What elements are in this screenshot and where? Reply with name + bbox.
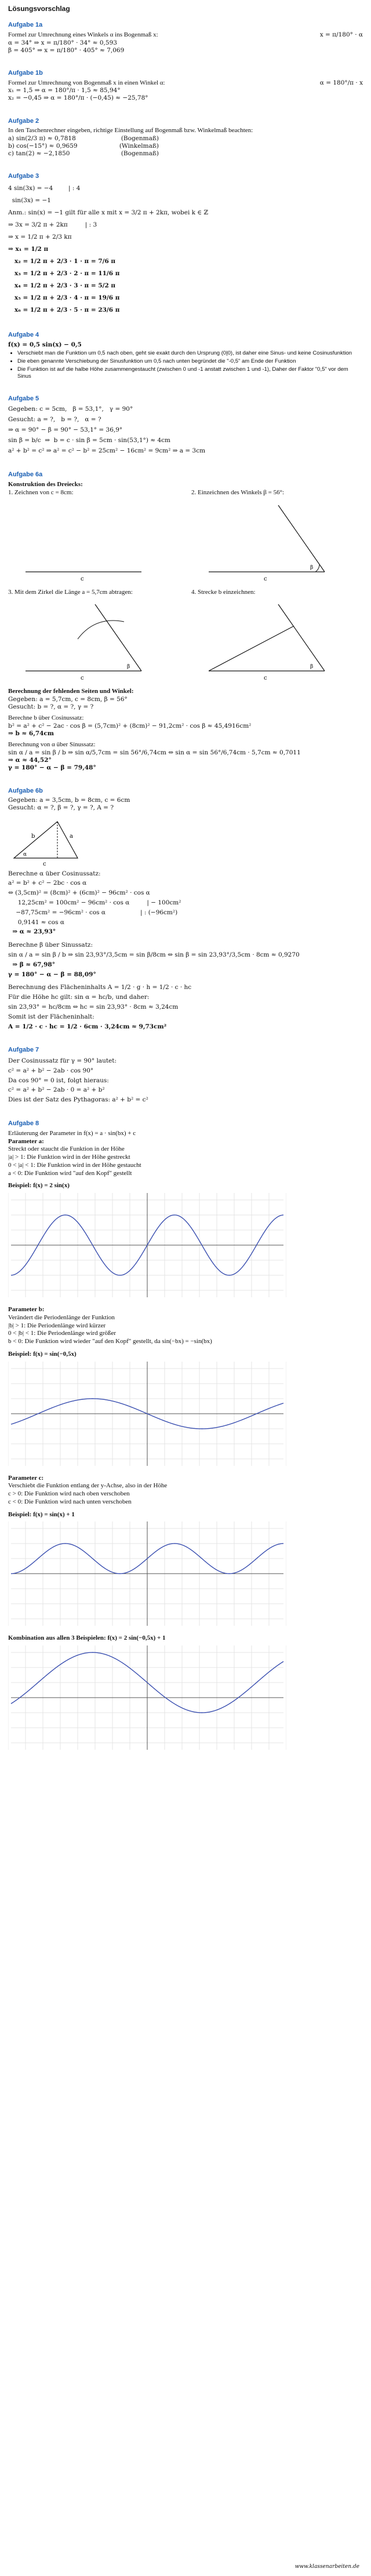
task-heading: Aufgabe 8 — [8, 1120, 39, 1128]
calc-line: x₃ = 1/2 π + 2/3 · 2 · π = 11/6 π — [8, 270, 120, 278]
solution-page — [8, 5, 363, 1768]
task-3 — [8, 173, 363, 316]
calc-line: ⇔ (3,5cm)² = (8cm)² + (6cm)² − 96cm² · cos α — [8, 889, 150, 897]
formula: x = π/180° · α — [319, 31, 363, 38]
calc-result: γ = 180° − α − β = 79,48° — [8, 764, 96, 772]
calc-line: Da cos 90° = 0 ist, folgt hieraus: — [8, 1077, 109, 1084]
sine-graph-2 — [8, 1359, 286, 1469]
calc-line: Für die Höhe hc gilt: sin α = hc/b, und daher: — [8, 994, 150, 1001]
calc-note: (Bogenmaß) — [121, 135, 159, 142]
sought-line: Gesucht: b = ?, α = ?, γ = ? — [8, 703, 94, 711]
step-label: 3. Mit dem Zirkel die Länge a = 5,7cm abtragen: — [8, 588, 133, 596]
param-line: b < 0: Die Funktion wird wieder "auf den Kopf" gestellt, da sin(−bx) = −sin(bx) — [8, 1338, 212, 1345]
calc-result: ⇒ β ≈ 67,98° — [8, 961, 55, 968]
step-label: 1. Zeichnen von c = 8cm: — [8, 488, 74, 496]
example-label: Kombination aus allen 3 Beispielen: f(x) = 2 sin(−0,5x) + 1 — [8, 1634, 166, 1642]
calc-result: A = 1/2 · c · hc = 1/2 · 6cm · 3,24cm ≈ 9,73cm² — [8, 1023, 167, 1030]
param-line: Verändert die Periodenlänge der Funktion — [8, 1313, 115, 1321]
param-line: |a| > 1: Die Funktion wird in der Höhe gestreckt — [8, 1154, 130, 1161]
param-heading: Parameter c: — [8, 1474, 44, 1482]
sought-line: Gesucht: α = ?, β = ?, γ = ?, A = ? — [8, 804, 114, 812]
formula: α = 180°/π · x — [319, 79, 363, 86]
bullet-list — [17, 350, 363, 380]
calc-result: ⇒ b ≈ 6,74cm — [8, 730, 54, 738]
calc-line: b² = a² + c² − 2ac · cos β = (5,7cm)² + (8cm)² − 91,2cm² · cos β ≈ 45,4916cm² — [8, 723, 252, 730]
calc-note: (Bogenmaß) — [121, 150, 159, 158]
given-line: Gegeben: a = 3,5cm, b = 8cm, c = 6cm — [8, 797, 130, 804]
calc-line: x₆ = 1/2 π + 2/3 · 5 · π = 23/6 π — [8, 307, 120, 314]
param-line: a < 0: Die Funktion wird "auf den Kopf" gestellt — [8, 1169, 132, 1177]
intro-text: In den Taschenrechner eingeben, richtige Einstellung auf Bogenmaß bzw. Winkelmaß beachten: — [8, 127, 253, 134]
task-2 — [8, 118, 363, 158]
calc-expr: c) tan(2) ≈ −2,1850 — [8, 150, 70, 158]
sine-graph-3 — [8, 1519, 286, 1629]
triangle-figure — [8, 815, 83, 867]
calc-line: α = 34° ⇒ x = π/180° · 34° ≈ 0,593 — [8, 39, 117, 46]
task-heading: Aufgabe 7 — [8, 1046, 39, 1054]
example-label: Beispiel: f(x) = sin(x) + 1 — [8, 1510, 75, 1518]
svg-text:c: c — [264, 675, 267, 682]
calc-line: 4 sin(3x) = −4 | : 4 — [8, 185, 81, 192]
calc-line: Somit ist der Flächeninhalt: — [8, 1013, 94, 1020]
calc-label: Berechnung von α über Sinussatz: — [8, 741, 96, 749]
calc-line: Berechne α über Cosinussatz: — [8, 870, 101, 877]
calc-line: Gesucht: a = ?, b = ?, α = ? — [8, 416, 101, 424]
calc-line: 0,9141 ≈ cos α — [8, 918, 64, 926]
param-line: Streckt oder staucht die Funktion in der Höhe — [8, 1145, 125, 1153]
calc-line: a² + b² = c² ⇒ a² = c² − b² = 25cm² − 16cm² = 9cm² ⇒ a = 3cm — [8, 447, 206, 454]
task-7 — [8, 1046, 363, 1105]
calc-line: c² = a² + b² − 2ab · cos 90° — [8, 1067, 94, 1074]
task-heading: Aufgabe 1a — [8, 21, 43, 28]
calc-line: sin β = b/c ⇒ b = c · sin β = 5cm · sin(53,1°) ≈ 4cm — [8, 436, 171, 444]
calc-line: c² = a² + b² − 2ab · 0 = a² + b² — [8, 1086, 105, 1094]
calc-line: x₄ = 1/2 π + 2/3 · 3 · π = 5/2 π — [8, 282, 116, 290]
intro-text: Formel zur Umrechnung von Bogenmaß x in einen Winkel α: — [8, 79, 165, 86]
calc-line: β = 405° ⇒ x = π/180° · 405° ≈ 7,069 — [8, 46, 125, 54]
task-8 — [8, 1120, 363, 1753]
example-label: Beispiel: f(x) = sin(−0,5x) — [8, 1350, 77, 1358]
calc-line: sin α / a = sin β / b ⇒ sin α/5,7cm = sin 56°/6,74cm ⇔ sin α = sin 56°/6,74cm · 5,7cm ≈ 0,7011 — [8, 749, 301, 757]
calc-line: Berechne β über Sinussatz: — [8, 942, 93, 949]
calc-line: ⇒ x = 1/2 π + 2/3 kπ — [8, 233, 72, 241]
calc-line: Dies ist der Satz des Pythagoras: a² + b² = c² — [8, 1096, 148, 1104]
svg-text:α: α — [23, 851, 27, 858]
svg-text:β: β — [310, 664, 314, 670]
footer-url: www.klassenarbeiten.de — [294, 2563, 359, 2570]
calc-result: γ = 180° − α − β = 88,09° — [8, 970, 96, 978]
task-heading: Aufgabe 1b — [8, 69, 43, 76]
param-heading: Parameter b: — [8, 1306, 45, 1313]
param-line: 0 < |b| < 1: Die Periodenlänge wird größer — [8, 1330, 117, 1337]
param-line: Verschiebt die Funktion entlang der y-Achse, also in der Höhe — [8, 1482, 168, 1490]
svg-text:c: c — [264, 575, 267, 582]
task-1b — [8, 70, 363, 103]
calc-expr: a) sin(2/3 π) ≈ 0,7818 — [8, 135, 76, 142]
calc-line: ⇒ α = 90° − β = 90° − 53,1° = 36,9° — [8, 426, 123, 433]
intro-text: Formel zur Umrechnung eines Winkels α ins Bogenmaß x: — [8, 31, 158, 38]
calc-line: −87,75cm² = −96cm² · cos α | : (−96cm²) — [8, 908, 178, 916]
calc-line: x₁ = 1,5 ⇒ α = 180°/π · 1,5 ≈ 85,94° — [8, 87, 121, 94]
task-heading: Aufgabe 5 — [8, 395, 39, 402]
task-5 — [8, 395, 363, 457]
calc-note: (Winkelmaß) — [119, 143, 159, 150]
calc-label: Berechne b über Cosinussatz: — [8, 714, 84, 722]
param-line: c > 0: Die Funktion wird nach oben verschoben — [8, 1490, 130, 1498]
calc-result: ⇒ α ≈ 23,93° — [8, 928, 56, 936]
svg-text:β: β — [310, 564, 314, 571]
page-title: Lösungsvorschlag — [8, 5, 70, 13]
svg-text:b: b — [31, 833, 35, 840]
calc-line: x₅ = 1/2 π + 2/3 · 4 · π = 19/6 π — [8, 294, 120, 302]
subheading: Konstruktion des Dreiecks: — [8, 481, 83, 488]
calc-line: sin α / a = sin β / b ⇒ sin 23,93°/3,5cm = sin β/8cm ⇔ sin β = sin 23,93°/3,5cm · 8cm ≈ 0,9270 — [8, 951, 300, 958]
calc-line: 12,25cm² = 100cm² − 96cm² · cos α | − 100cm² — [8, 899, 181, 906]
given-line: Gegeben: a = 5,7cm, c = 8cm, β = 56° — [8, 696, 128, 703]
svg-text:β: β — [127, 664, 130, 670]
svg-text:a: a — [70, 833, 73, 840]
task-1a — [8, 21, 363, 54]
construction-figure-4 — [191, 599, 354, 685]
task-6b — [8, 787, 363, 1032]
task-heading: Aufgabe 6b — [8, 787, 43, 794]
intro-text: Erläuterung der Parameter in f(x) = a · sin(bx) + c — [8, 1129, 136, 1137]
task-heading: Aufgabe 6a — [8, 471, 43, 479]
calc-line: x₂ = 1/2 π + 2/3 · 1 · π = 7/6 π — [8, 258, 116, 265]
construction-figure-1 — [8, 499, 170, 586]
calc-result: ⇒ α ≈ 44,52° — [8, 757, 52, 764]
calc-line: Berechnung des Flächeninhalts A = 1/2 · g · h = 1/2 · c · hc — [8, 984, 192, 991]
calc-line: Der Cosinussatz für γ = 90° lautet: — [8, 1057, 117, 1065]
task-heading: Aufgabe 3 — [8, 173, 39, 180]
sine-graph-1 — [8, 1190, 286, 1300]
svg-text:c: c — [43, 860, 46, 867]
param-line: 0 < |a| < 1: Die Funktion wird in der Höhe gestaucht — [8, 1161, 141, 1169]
param-line: |b| > 1: Die Periodenlänge wird kürzer — [8, 1322, 106, 1329]
task-heading: Aufgabe 2 — [8, 117, 39, 125]
calc-line: x₂ = −0,45 ⇒ α = 180°/π · (−0,45) ≈ −25,78° — [8, 94, 148, 102]
example-label: Beispiel: f(x) = 2 sin(x) — [8, 1182, 70, 1190]
sine-graph-4 — [8, 1643, 286, 1753]
construction-figure-2 — [191, 499, 354, 586]
construction-figure-3 — [8, 599, 170, 685]
calc-line: Anm.: sin(x) = −1 gilt für alle x mit x = 3/2 π + 2kπ, wobei k ∈ ℤ — [8, 209, 209, 217]
task-6a — [8, 471, 363, 772]
subheading: Berechnung der fehlenden Seiten und Winkel: — [8, 688, 134, 695]
svg-text:c: c — [81, 575, 84, 582]
task-4 — [8, 331, 363, 380]
calc-expr: b) cos(−15°) ≈ 0,9659 — [8, 143, 78, 150]
task-heading: Aufgabe 4 — [8, 331, 39, 339]
calc-line: sin(3x) = −1 — [8, 197, 51, 205]
calc-line: ⇒ 3x = 3/2 π + 2kπ | : 3 — [8, 221, 97, 229]
step-label: 4. Strecke b einzeichnen: — [191, 588, 256, 596]
calc-line: ⇒ x₁ = 1/2 π — [8, 246, 49, 253]
calc-line: sin 23,93° = hc/8cm ⇔ hc = sin 23,93° · 8cm ≈ 3,24cm — [8, 1003, 179, 1010]
list-item: • Verschiebt man die Funktion um 0,5 nach oben, geht sie exakt durch den Ursprung (0|0), ist daher eine Sinus- und keine Cosinusfunktion — [17, 350, 363, 357]
svg-text:c: c — [81, 675, 84, 682]
list-item: • Die eben genannte Verschiebung der Sinusfunktion um 0,5 nach unten begründet die "-0,5" am Ende der Funktion — [17, 358, 363, 365]
param-line: c < 0: Die Funktion wird nach unten verschoben — [8, 1498, 132, 1505]
calc-line: a² = b² + c² − 2bc · cos α — [8, 880, 87, 887]
calc-line: Gegeben: c = 5cm, β = 53,1°, γ = 90° — [8, 406, 133, 413]
param-heading: Parameter a: — [8, 1137, 44, 1145]
function-formula: f(x) = 0,5 sin(x) − 0,5 — [8, 341, 82, 348]
list-item: • Die Funktion ist auf die halbe Höhe zusammengestaucht (zwischen 0 und -1 anstatt zwischen 1 und -1), Daher der Faktor "0,5" vor dem Sinus — [17, 366, 363, 380]
step-label: 2. Einzeichnen des Winkels β = 56°: — [191, 488, 285, 496]
